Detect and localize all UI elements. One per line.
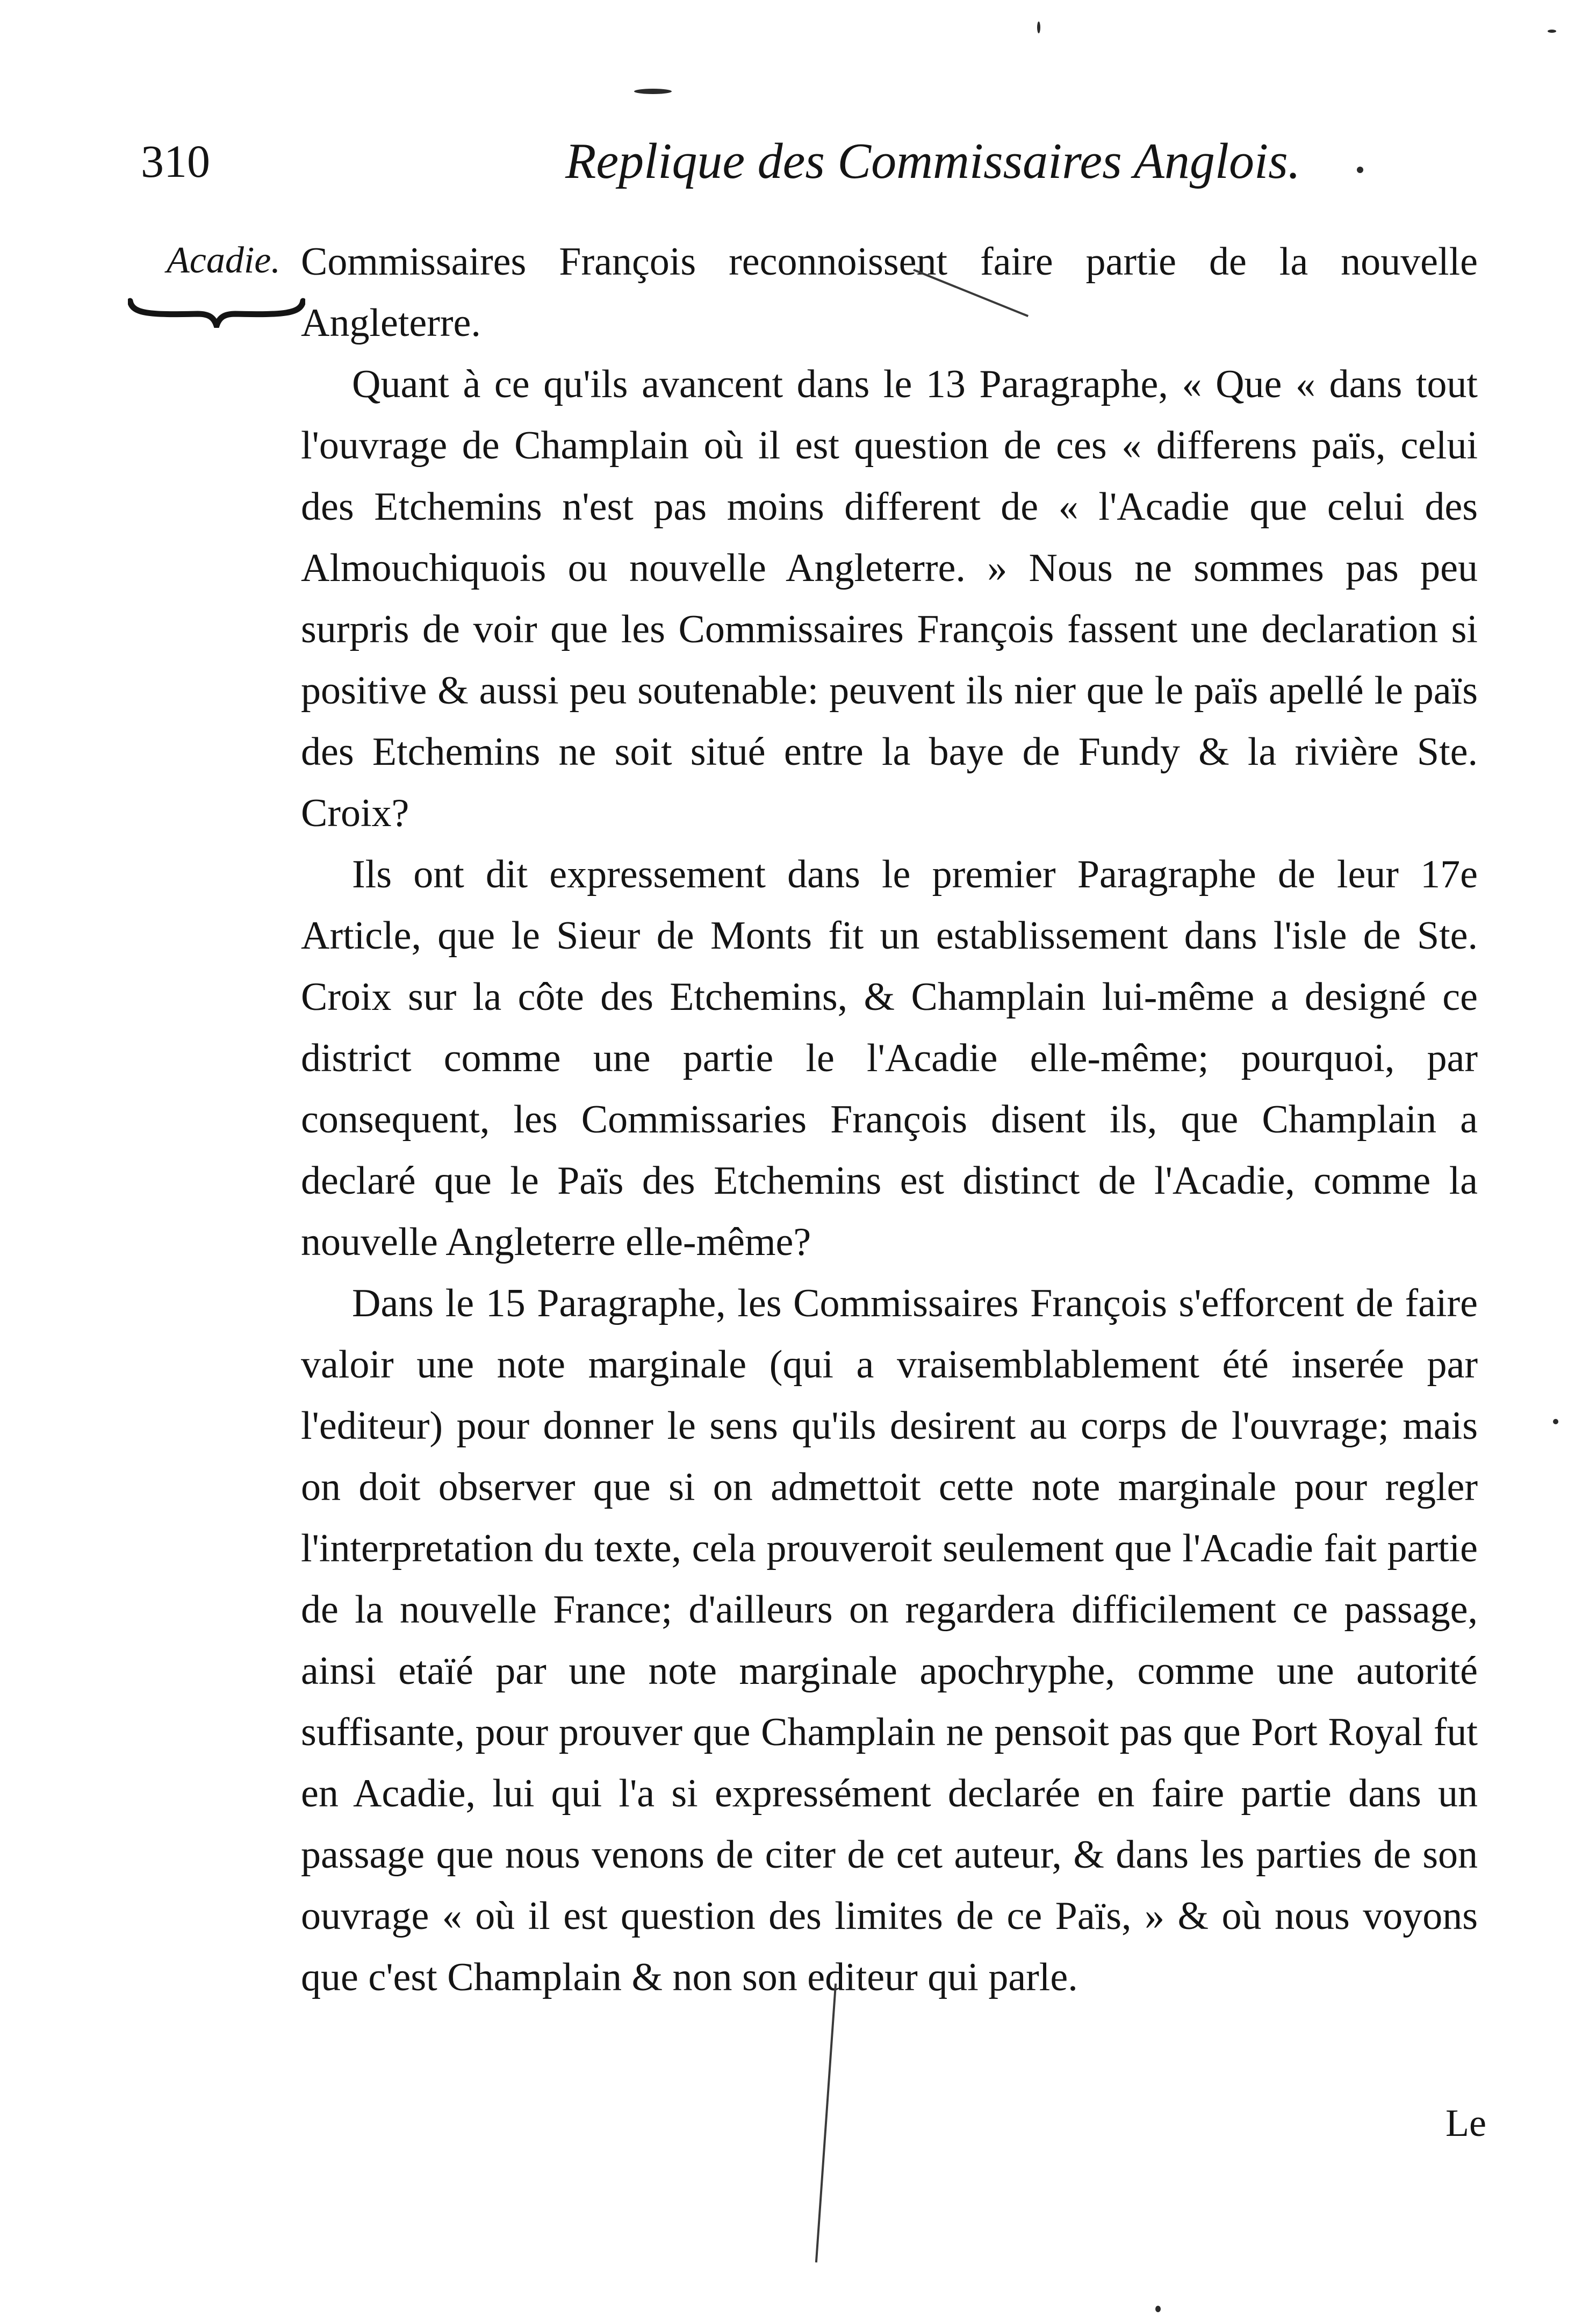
scan-speck — [1357, 167, 1363, 173]
page-number: 310 — [141, 135, 210, 187]
scan-speck — [1553, 1419, 1558, 1424]
margin-note: Acadie. — [167, 240, 281, 281]
body-text — [301, 231, 1478, 2008]
catchword: Le — [1446, 2101, 1486, 2144]
paragraph: Dans le 15 Paragraphe, les Commissaires François s'efforcent de faire valoir une note marginale (qui a vraisemblablement été inserée par l'editeur) pour donner le sens qu'ils desirent au corps de l'ouvrage; mais on doit observer que si on admettoit cette note marginale pour regler l'interpretation du texte, cela prouveroit seulement que l'Acadie fait partie de la nouvelle France; d'ailleurs on regardera difficilement ce passage, ainsi etaïé par une note marginale apochryphe, comme une autorité suffisante, pour prouver que Champlain ne pensoit pas que Port Royal fut en Acadie, lui qui l'a si expressément declarée en faire partie dans un passage que nous venons de citer de cet auteur, & dans les parties de son ouvrage « où il est question des limites de ce Païs, » & où nous voyons que c'est Champlain & non son editeur qui parle. — [301, 1281, 1478, 1999]
scan-speck — [1155, 2306, 1161, 2312]
paragraph: Quant à ce qu'ils avancent dans le 13 Paragraphe, « Que « dans tout l'ouvrage de Champlain où il est question de ces « differens païs, celui des Etchemins n'est pas moins different de « l'Acadie que celui des Almouchiquois ou nouvelle Angleterre. » Nous ne sommes pas peu surpris de voir que les Commissaires François fassent une declaration si positive & aussi peu soutenable: peuvent ils nier que le païs apellé le païs des Etchemins ne soit situé entre la baye de Fundy & la rivière Ste. Croix? — [301, 362, 1478, 835]
scan-speck — [1037, 21, 1040, 33]
paragraph: Commissaires François reconnoissent faire partie de la nouvelle Angleterre. — [301, 240, 1478, 345]
paragraph: Ils ont dit expressement dans le premier Paragraphe de leur 17e Article, que le Sieur de Monts fit un establissement dans l'isle de Ste. Croix sur la côte des Etchemins, & Champlain lui-même a designé ce district comme une partie le l'Acadie elle-même; pourquoi, par consequent, les Commissaries François disent ils, que Champlain a declaré que le Païs des Etchemins est distinct de l'Acadie, comme la nouvelle Angleterre elle-même? — [301, 852, 1478, 1264]
scan-speck — [1548, 30, 1556, 33]
page-header — [141, 134, 1430, 204]
scan-speck — [634, 89, 672, 94]
brace-icon — [128, 296, 305, 328]
running-title: Replique des Commissaires Anglois. — [565, 133, 1301, 189]
pen-stroke — [815, 1983, 837, 2262]
